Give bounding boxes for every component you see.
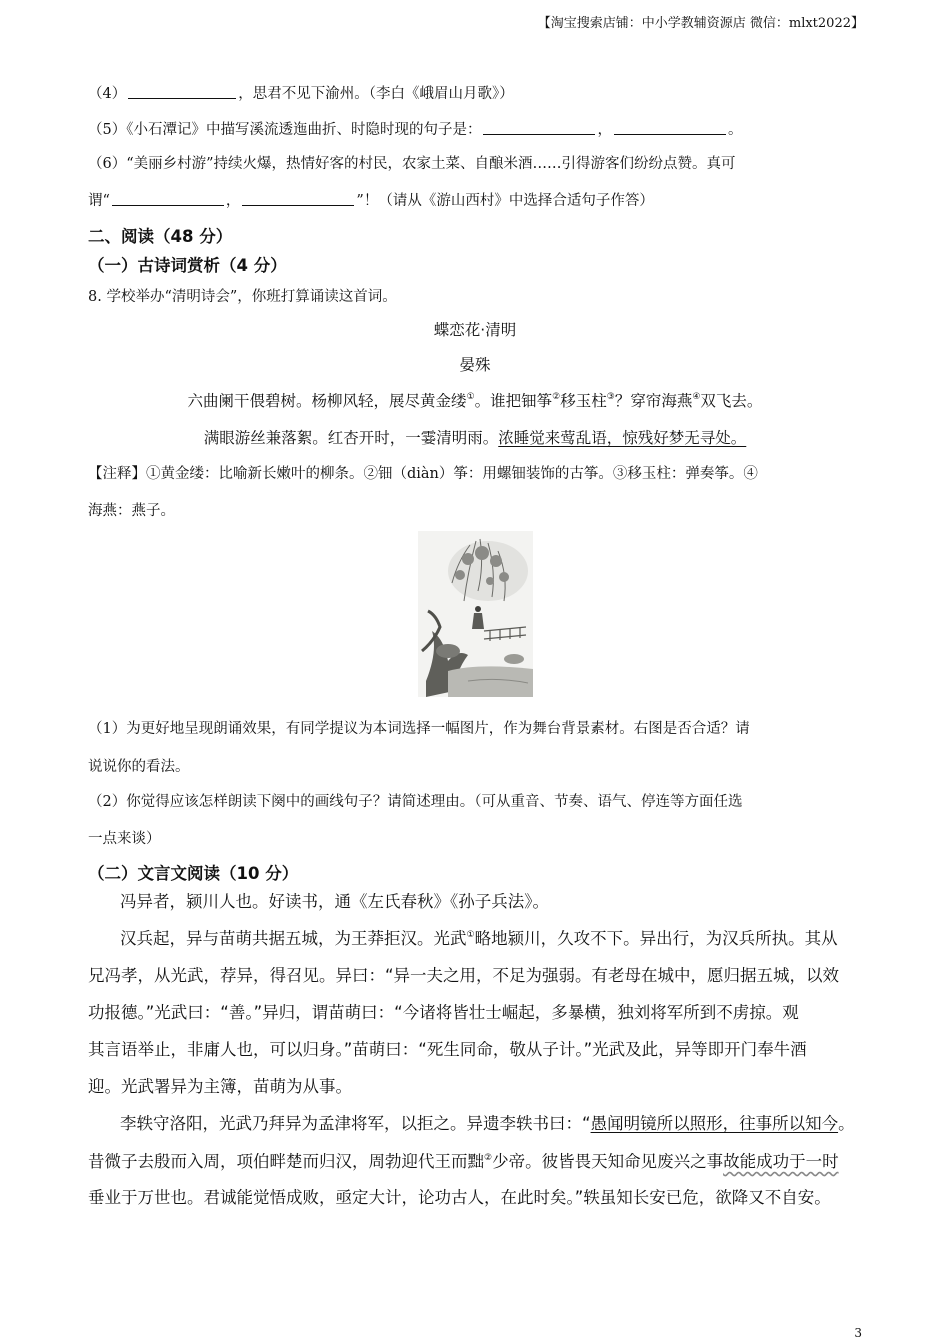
q6-start: 谓“	[88, 193, 110, 209]
passage-p2-line-5: 迎。光武署异为主簿，苗萌为从事。	[88, 1077, 352, 1096]
question-8-intro: 8. 学校举办“清明诗会”，你班打算诵读这首词。	[88, 289, 397, 305]
poem-l1-b: 。谁把钿筝	[474, 392, 553, 410]
question-6-line1: （6）“美丽乡村游”持续火爆，热情好客的村民，农家土菜、自酿米酒……引得游客们纷纷点赞。真可	[88, 156, 736, 172]
q5-end: 。	[727, 122, 743, 138]
p3-l1-a: 李轶守洛阳，光武乃拜异为孟津将军，以拒之。异遗李轶书曰：“	[120, 1114, 591, 1133]
note-ref-1: ①	[466, 392, 475, 402]
note-ref-3: ③	[606, 392, 615, 402]
passage-p3-line-2	[88, 1148, 839, 1172]
q5-text: （5）《小石潭记》中描写溪流透迤曲折、时隐时现的句子是：	[88, 122, 482, 138]
p2-l1-b: 略地颍川，久攻不下。异出行，为汉兵所执。其从	[474, 929, 838, 948]
q6-sep: ，	[225, 193, 241, 209]
section-2-title: 二、阅读（48 分）	[88, 227, 233, 246]
q4-blank	[128, 84, 236, 99]
poem-line-1	[0, 389, 950, 411]
passage-p3-line-3: 垂业于万世也。君诚能觉悟成败，亟定大计，论功古人，在此时矣。”轶虽知长安已危，欲降又不自安。	[88, 1188, 831, 1207]
page-header: 【淘宝搜索店铺：中小学教辅资源店 微信：mlxt2022】	[537, 16, 864, 31]
q8-1-line-2: 说说你的看法。	[88, 759, 190, 775]
notes-line-1: 【注释】①黄金缕：比喻新长嫩叶的柳条。②钿（diàn）筝：用螺钿装饰的古筝。③移玉柱：弹奏筝。④	[88, 466, 758, 482]
p2-l1-a: 汉兵起，异与苗萌共据五城，为王莽拒汉。光武	[120, 929, 467, 948]
part-1-title: （一）古诗词赏析（4 分）	[88, 256, 287, 275]
q6-blank-2	[242, 191, 354, 206]
passage-paragraph-1: 冯异者，颍川人也。好读书，通《左氏春秋》《孙子兵法》。	[120, 892, 549, 911]
p2-note-ref: ①	[466, 930, 475, 940]
q8-2-line-1: （2）你觉得应该怎样朗读下阕中的画线句子？请简述理由。（可从重音、节奏、语气、停连等方面任选	[88, 794, 743, 810]
q8-1-line-1: （1）为更好地呈现朗诵效果，有同学提议为本词选择一幅图片，作为舞台背景素材。右图是否合适？请	[88, 721, 750, 737]
question-4	[88, 82, 514, 103]
poem-author: 晏殊	[459, 356, 491, 374]
question-6-line2	[88, 189, 654, 210]
passage-p2-line-1	[120, 925, 838, 949]
note-ref-4: ④	[692, 392, 701, 402]
ink-painting-image	[418, 531, 533, 697]
p3-note-ref: ②	[484, 1153, 493, 1163]
q6-blank-1	[112, 191, 224, 206]
poem-l1-c: 移玉柱	[560, 392, 607, 410]
passage-p3-line-1	[120, 1110, 855, 1134]
note-ref-2: ②	[552, 392, 561, 402]
poem-line-2	[0, 426, 950, 448]
q4-number: （4）	[88, 86, 127, 102]
part-2-title: （二）文言文阅读（10 分）	[88, 864, 299, 883]
passage-p2-line-4: 其言语举止，非庸人也，可以归身。”苗萌曰：“死生同命，敬从子计。”光武及此，异等即开门奉牛酒	[88, 1040, 807, 1059]
passage-p2-line-2: 兄冯孝，从光武，荐异，得召见。异曰：“异一夫之用，不足为强弱。有老母在城中，愿归据五城，以效	[88, 966, 840, 985]
question-5	[88, 118, 742, 139]
q8-2-line-2: 一点来谈）	[88, 831, 161, 847]
p3-underlined-sentence: 愚闻明镜所以照形，往事所以知今	[590, 1114, 839, 1133]
poem-l1-d: ？穿帘海燕	[614, 392, 693, 410]
poem-l1-e: 双飞去。	[700, 392, 763, 410]
notes-line-2: 海燕：燕子。	[88, 503, 175, 519]
q5-blank-2	[614, 120, 726, 135]
q6-tail: ”！（请从《游山西村》中选择合适句子作答）	[356, 193, 654, 209]
page-number: 3	[854, 1326, 862, 1340]
p3-l2-b: 少帝。彼皆畏天知命见废兴之事	[492, 1152, 724, 1171]
p3-l1-end: 。	[838, 1114, 855, 1133]
q5-blank-1	[483, 120, 595, 135]
p3-wavy-phrase: 故能成功于一时	[723, 1152, 839, 1171]
q4-text: ，思君不见下渝州。（李白《峨眉山月歌》）	[238, 86, 514, 102]
passage-p2-line-3: 功报德。”光武曰：“善。”异归，谓苗萌曰：“今诸将皆壮士崛起，多暴横，独刘将军所到不虏掠。观	[88, 1003, 799, 1022]
poem-l2-a: 满眼游丝兼落絮。红杏开时，一霎清明雨。	[203, 429, 499, 447]
poem-l1-a: 六曲阑干偎碧树。杨柳风轻，展尽黄金缕	[187, 392, 467, 410]
poem-underlined-sentence: 浓睡觉来莺乱语，惊残好梦无寻处。	[498, 429, 747, 447]
q5-sep: ，	[597, 122, 612, 138]
poem-title: 蝶恋花·清明	[433, 321, 517, 339]
p3-l2-a: 昔微子去殷而入周，项伯畔楚而归汉，周勃迎代王而黜	[88, 1152, 484, 1171]
